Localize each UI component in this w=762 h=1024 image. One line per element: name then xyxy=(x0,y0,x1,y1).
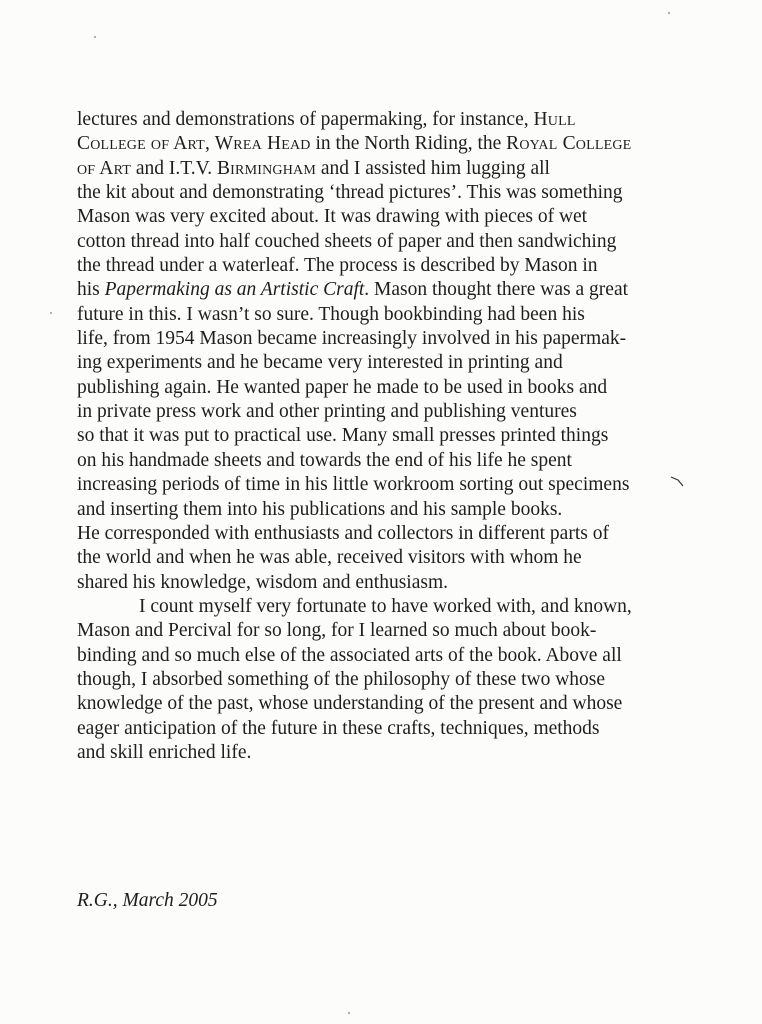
text-run: and I.T.V. xyxy=(131,157,217,179)
text-line xyxy=(77,278,717,302)
text-line: the thread under a waterleaf. The process is described by Mason in xyxy=(77,255,598,277)
text-run: his xyxy=(77,279,105,301)
text-line: so that it was put to practical use. Many small presses printed things xyxy=(77,425,609,447)
text-run: in the North Riding, the xyxy=(310,133,507,155)
small-caps-text: of Art xyxy=(77,157,132,179)
text-line: in private press work and other printing and publishing ventures xyxy=(77,401,577,423)
text-line: and skill enriched life. xyxy=(77,741,252,763)
text-line: Mason and Percival for so long, for I learned so much about book- xyxy=(77,620,597,642)
body-text xyxy=(77,108,717,765)
text-run: lectures and demonstrations of papermaking, for instance, xyxy=(77,109,534,130)
italic-title: Papermaking as an Artistic Craft xyxy=(104,279,365,301)
paper-speck xyxy=(668,12,670,14)
text-line: cotton thread into half couched sheets of paper and then sandwiching xyxy=(77,230,617,252)
text-line: publishing again. He wanted paper he made to be used in books and xyxy=(77,376,608,398)
text-line: ing experiments and he became very interested in printing and xyxy=(77,352,563,374)
pen-mark-icon xyxy=(670,474,684,488)
text-line: though, I absorbed something of the philosophy of these two whose xyxy=(77,668,606,690)
paper-speck xyxy=(50,312,52,314)
text-run: , xyxy=(204,133,215,155)
text-line: the world and when he was able, received visitors with whom he xyxy=(77,547,582,569)
text-line: future in this. I wasn’t so sure. Though bookbinding had been his xyxy=(77,303,585,325)
text-line: He corresponded with enthusiasts and collectors in different parts of xyxy=(77,522,609,544)
paper-speck xyxy=(94,36,96,38)
small-caps-text: Royal College xyxy=(506,133,632,155)
text-line: eager anticipation of the future in these crafts, techniques, methods xyxy=(77,717,600,739)
text-line xyxy=(77,108,717,132)
small-caps-text: College of Art xyxy=(77,133,205,155)
small-caps-text: Birmingham xyxy=(216,157,316,179)
small-caps-text: Hull xyxy=(533,109,576,130)
text-line xyxy=(77,157,717,181)
small-caps-text: Wrea Head xyxy=(214,133,311,155)
text-line xyxy=(77,132,717,156)
text-run: . Mason thought there was a great xyxy=(364,279,629,301)
text-run: and I assisted him lugging all xyxy=(315,157,550,179)
text-line: binding and so much else of the associated arts of the book. Above all xyxy=(77,644,622,666)
text-line: shared his knowledge, wisdom and enthusiasm. xyxy=(77,571,448,593)
paper-speck xyxy=(348,1012,350,1014)
text-line: I count myself very fortunate to have worked with, and known, xyxy=(139,595,632,617)
signature-line: R.G., March 2005 xyxy=(77,890,218,911)
text-line: increasing periods of time in his little workroom sorting out specimens xyxy=(77,474,630,496)
text-line: Mason was very excited about. It was drawing with pieces of wet xyxy=(77,206,588,228)
text-line: and inserting them into his publications and his sample books. xyxy=(77,498,563,520)
text-line: knowledge of the past, whose understanding of the present and whose xyxy=(77,693,623,715)
text-line: life, from 1954 Mason became increasingly involved in his papermak- xyxy=(77,328,627,350)
text-line: the kit about and demonstrating ‘thread pictures’. This was something xyxy=(77,182,623,204)
text-line: on his handmade sheets and towards the end of his life he spent xyxy=(77,449,572,471)
